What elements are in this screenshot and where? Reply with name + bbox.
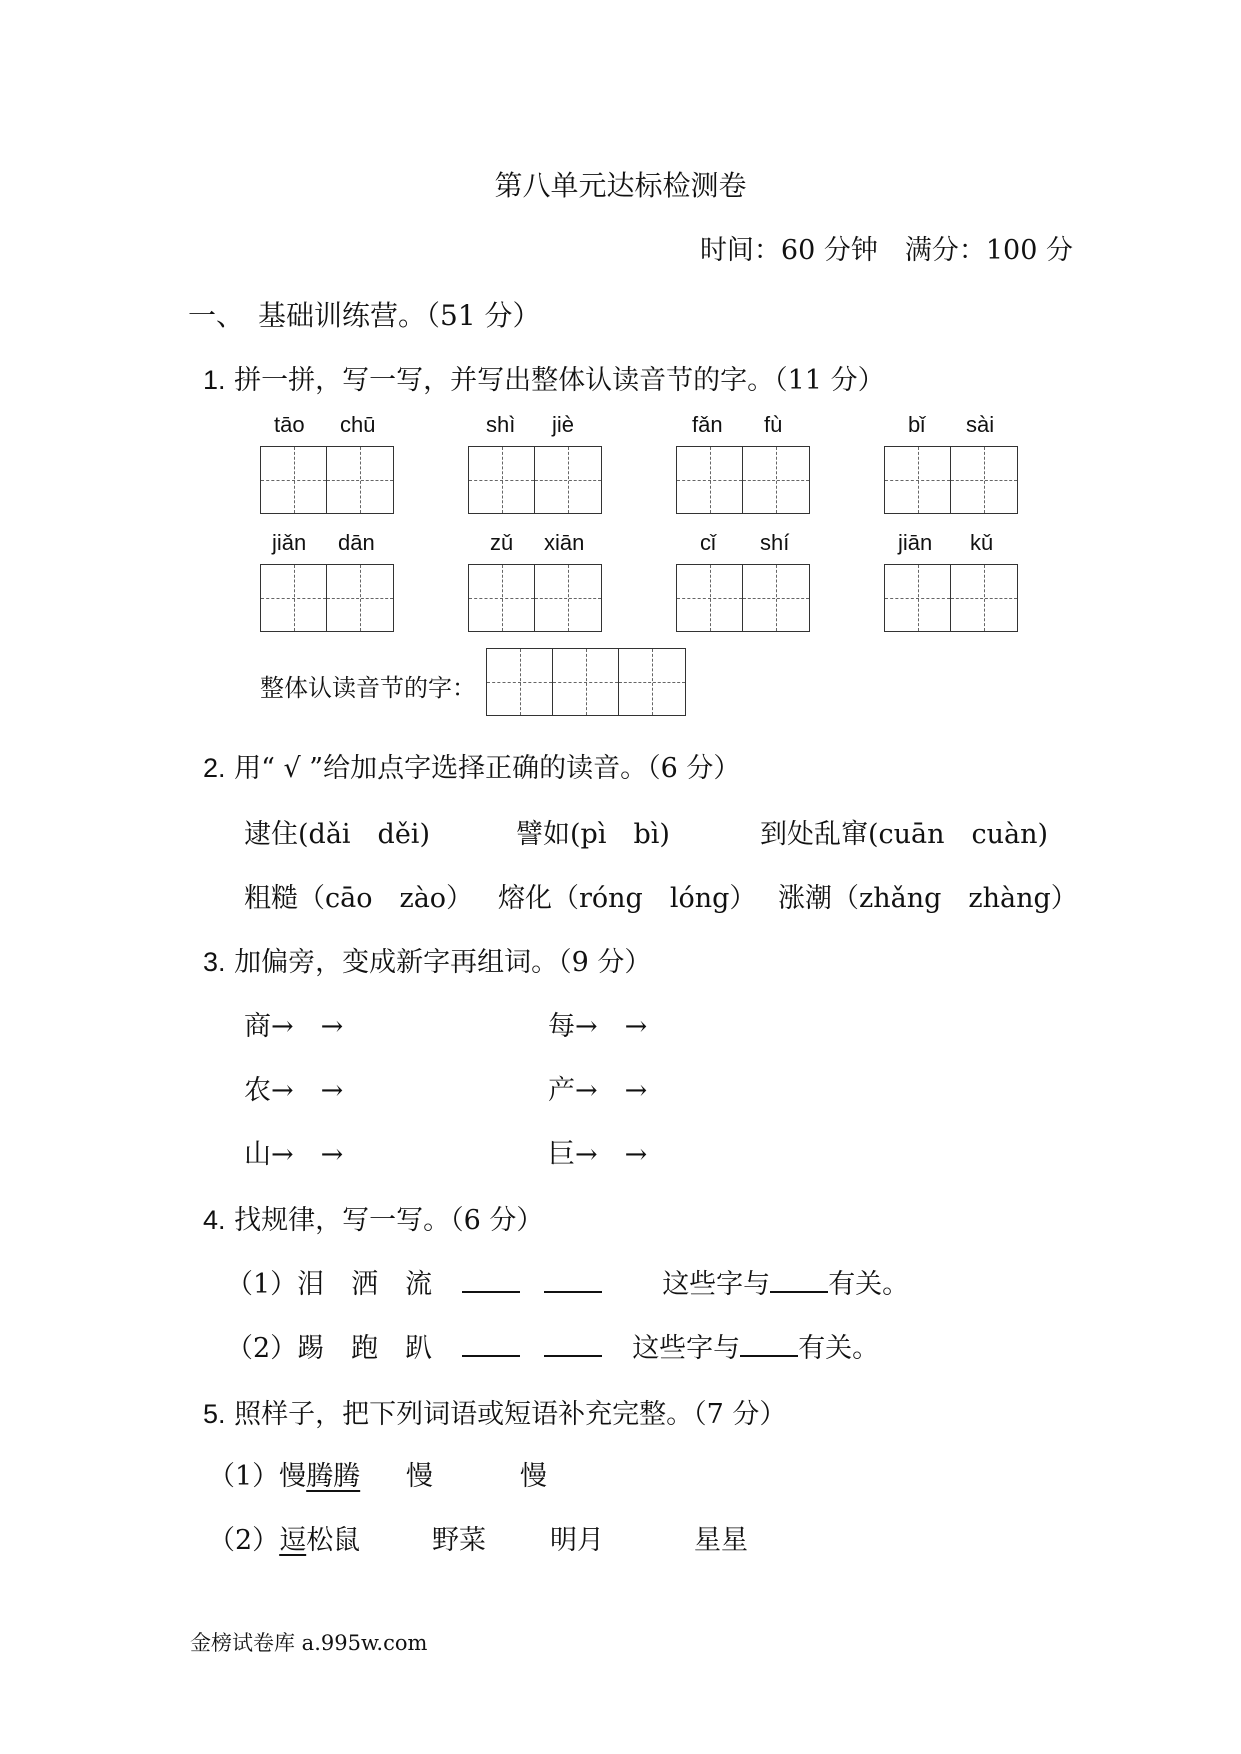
example-row-1: [208, 1454, 360, 1493]
pinyin-label: jiān: [898, 530, 933, 555]
time-score-info: 时间：60 分钟 满分：100 分: [699, 235, 1073, 266]
pattern-chars: （2）踢 跑 趴: [226, 1333, 433, 1364]
pinyin-label: kǔ: [970, 530, 994, 555]
question-2: [203, 746, 740, 785]
radical-item: 产→ →: [548, 1075, 648, 1106]
question-1: [203, 358, 885, 397]
radical-item: 农→ →: [244, 1075, 344, 1106]
pattern-row-1: [226, 1262, 909, 1301]
example-underlined: 腾腾: [306, 1461, 361, 1492]
pinyin-label: jiǎn: [272, 530, 307, 555]
page-title: 第八单元达标检测卷: [494, 169, 747, 202]
example-underlined: 逗: [279, 1525, 307, 1556]
question-4: [203, 1198, 543, 1237]
radical-item: 商→ →: [244, 1011, 344, 1042]
question-number: 3.: [203, 947, 226, 977]
question-number: 5.: [203, 1399, 226, 1429]
writing-box[interactable]: [676, 446, 810, 514]
answer-blank[interactable]: [740, 1329, 798, 1357]
whole-syllable-box[interactable]: [486, 648, 686, 716]
pattern-hint: 这些字与: [662, 1269, 771, 1300]
reading-option: 到处乱窜(cuān cuàn): [760, 819, 1049, 850]
fill-item: 野菜: [432, 1525, 486, 1556]
pinyin-label: bǐ: [908, 412, 926, 437]
answer-blank[interactable]: [770, 1265, 828, 1293]
section-1-heading: 一、 基础训练营。（51 分）: [188, 299, 541, 332]
question-text: 加偏旁，变成新字再组词。（9 分）: [234, 947, 652, 978]
pinyin-label: jiè: [552, 412, 575, 437]
pinyin-label: xiān: [544, 530, 585, 555]
pinyin-label: tāo: [274, 412, 305, 437]
pinyin-label: dān: [338, 530, 375, 555]
reading-option: 逮住(dǎi děi): [244, 819, 430, 850]
example-label: （2）: [208, 1525, 280, 1556]
pinyin-label: shì: [486, 412, 516, 437]
answer-blank[interactable]: [544, 1265, 602, 1293]
fill-item: 慢: [406, 1461, 433, 1492]
writing-box[interactable]: [468, 446, 602, 514]
footer-watermark: 金榜试卷库 a.995w.com: [190, 1631, 428, 1655]
answer-blank[interactable]: [462, 1265, 520, 1293]
writing-box[interactable]: [884, 446, 1018, 514]
question-text: 找规律，写一写。（6 分）: [234, 1205, 544, 1236]
radical-item: 山→ →: [244, 1139, 344, 1170]
pattern-hint: 这些字与: [632, 1333, 741, 1364]
pattern-end: 有关。: [828, 1269, 910, 1300]
pinyin-label: zǔ: [490, 530, 514, 555]
reading-option: 譬如(pì bì): [516, 819, 670, 850]
writing-box[interactable]: [260, 564, 394, 632]
radical-item: 巨→ →: [548, 1139, 648, 1170]
writing-box[interactable]: [260, 446, 394, 514]
reading-option: 熔化（róng lóng）: [498, 883, 757, 914]
pattern-chars: （1）泪 洒 流: [226, 1269, 433, 1300]
pinyin-label: shí: [760, 530, 790, 555]
reading-option: 涨潮（zhǎng zhàng）: [778, 883, 1078, 914]
writing-box[interactable]: [468, 564, 602, 632]
pinyin-label: fǎn: [692, 412, 723, 437]
question-5: [203, 1392, 786, 1431]
example-word: 松鼠: [306, 1525, 361, 1556]
question-number: 2.: [203, 753, 226, 783]
reading-option: 粗糙（cāo zào）: [244, 883, 474, 914]
whole-syllable-label: 整体认读音节的字：: [260, 674, 476, 702]
question-3: [203, 940, 651, 979]
example-row-2: [208, 1518, 360, 1557]
writing-box[interactable]: [884, 564, 1018, 632]
pattern-row-2: [226, 1326, 879, 1365]
question-text: 拼一拼，写一写，并写出整体认读音节的字。（11 分）: [234, 365, 885, 396]
pinyin-label: cǐ: [700, 530, 716, 555]
pattern-end: 有关。: [798, 1333, 880, 1364]
fill-item: 慢: [520, 1461, 547, 1492]
example-label: （1）慢: [208, 1461, 307, 1492]
pinyin-label: fù: [764, 412, 783, 437]
pinyin-label: sài: [966, 412, 995, 437]
answer-blank[interactable]: [462, 1329, 520, 1357]
writing-box[interactable]: [676, 564, 810, 632]
fill-item: 星星: [694, 1525, 748, 1556]
radical-item: 每→ →: [548, 1011, 648, 1042]
pinyin-label: chū: [340, 412, 376, 437]
fill-item: 明月: [550, 1525, 604, 1556]
question-number: 4.: [203, 1205, 226, 1235]
question-text: 用“ √ ”给加点字选择正确的读音。（6 分）: [234, 753, 741, 784]
question-text: 照样子，把下列词语或短语补充完整。（7 分）: [234, 1399, 787, 1430]
answer-blank[interactable]: [544, 1329, 602, 1357]
question-number: 1.: [203, 365, 226, 395]
